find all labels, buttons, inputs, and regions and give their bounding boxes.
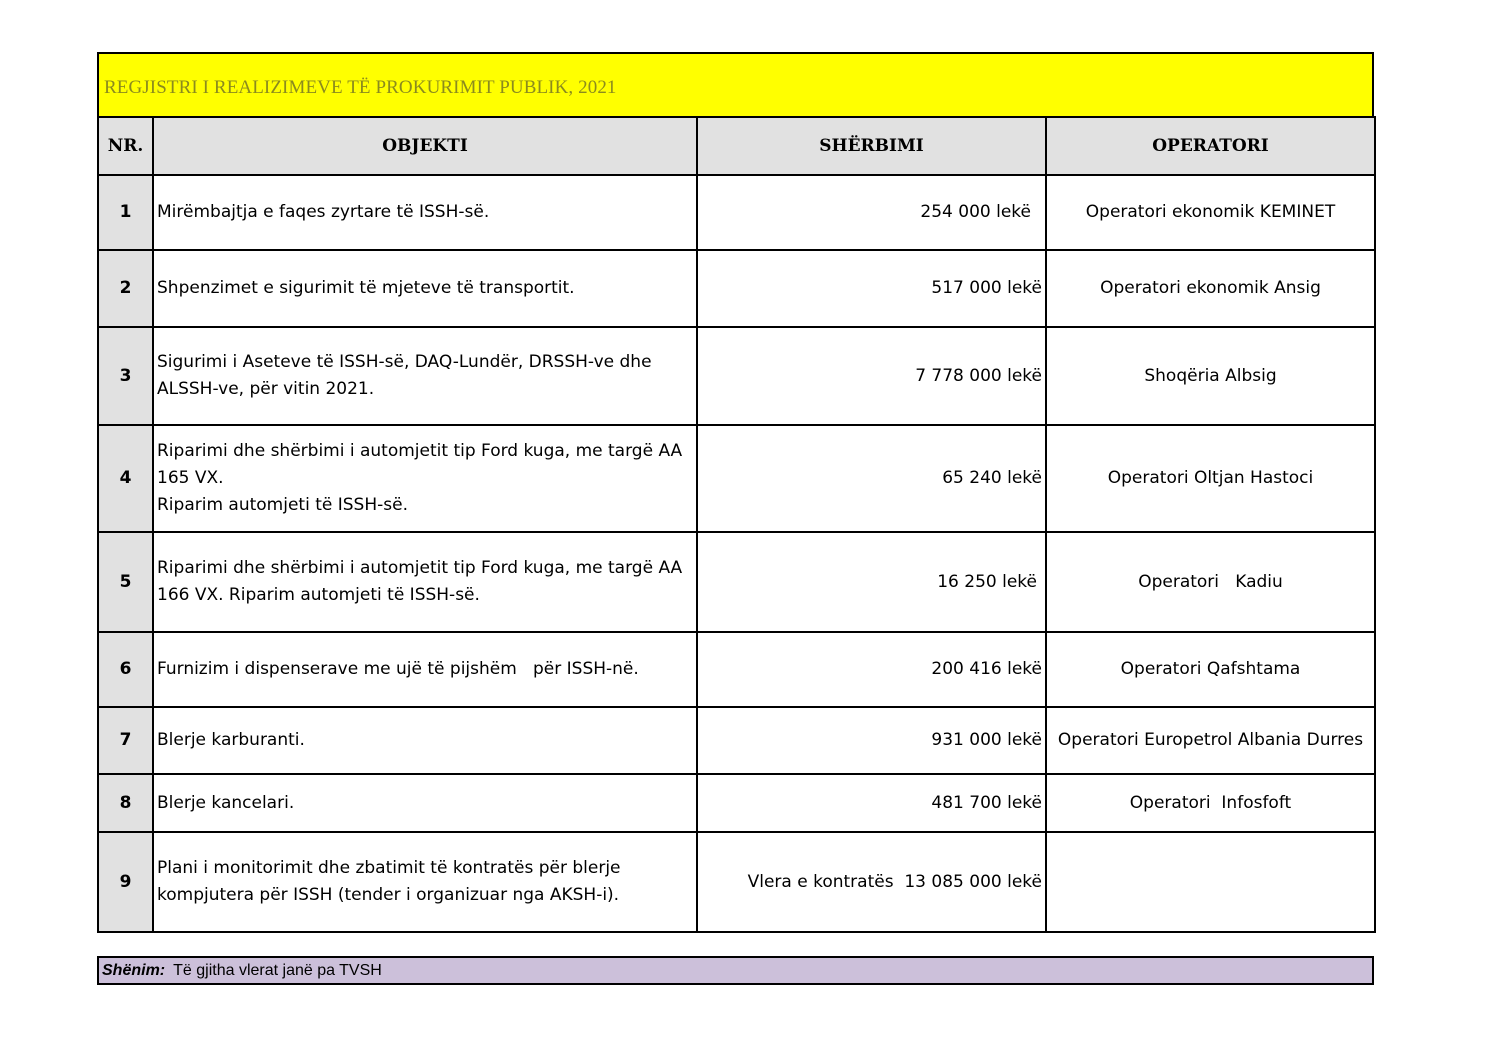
row-number: 5 [98, 532, 153, 632]
row-operatori: Operatori Qafshtama [1046, 632, 1375, 707]
row-objekti: Mirëmbajtja e faqes zyrtare të ISSH-së. [153, 175, 697, 250]
register-title: REGJISTRI I REALIZIMEVE TË PROKURIMIT PUBLIK, 2021 [97, 52, 1374, 116]
row-sherbimi: 200 416 lekë [697, 632, 1046, 707]
table-row [98, 832, 1375, 932]
table-row [98, 532, 1375, 632]
row-sherbimi: 7 778 000 lekë [697, 327, 1046, 425]
row-objekti: Plani i monitorimit dhe zbatimit të kontratës për blerje kompjutera për ISSH (tender i organizuar nga AKSH-i). [153, 832, 697, 932]
register-sheet [97, 52, 1374, 933]
row-objekti: Blerje karburanti. [153, 707, 697, 774]
row-number: 6 [98, 632, 153, 707]
row-number: 2 [98, 250, 153, 327]
header-nr: NR. [98, 117, 153, 175]
header-row [98, 117, 1375, 175]
row-operatori: Operatori Europetrol Albania Durres [1046, 707, 1375, 774]
row-sherbimi: 517 000 lekë [697, 250, 1046, 327]
row-operatori: Operatori ekonomik Ansig [1046, 250, 1375, 327]
row-number: 3 [98, 327, 153, 425]
table-row [98, 425, 1375, 532]
note-label: Shënim: [102, 961, 166, 979]
row-number: 4 [98, 425, 153, 532]
row-sherbimi: 931 000 lekë [697, 707, 1046, 774]
row-number: 9 [98, 832, 153, 932]
row-number: 7 [98, 707, 153, 774]
header-objekti: OBJEKTI [153, 117, 697, 175]
row-objekti: Blerje kancelari. [153, 774, 697, 832]
row-objekti: Sigurimi i Aseteve të ISSH-së, DAQ-Lundër, DRSSH-ve dhe ALSSH-ve, për vitin 2021. [153, 327, 697, 425]
row-sherbimi: 481 700 lekë [697, 774, 1046, 832]
table-row [98, 774, 1375, 832]
header-sherbimi: SHËRBIMI [697, 117, 1046, 175]
register-table [97, 116, 1376, 933]
row-objekti: Riparimi dhe shërbimi i automjetit tip Ford kuga, me targë AA 165 VX. Riparim automjeti të ISSH-së. [153, 425, 697, 532]
table-row [98, 327, 1375, 425]
note-text: Të gjitha vlerat janë pa TVSH [173, 961, 382, 979]
table-row [98, 632, 1375, 707]
row-operatori: Operatori ekonomik KEMINET [1046, 175, 1375, 250]
row-sherbimi: 16 250 lekë [697, 532, 1046, 632]
table-row [98, 175, 1375, 250]
row-sherbimi: 65 240 lekë [697, 425, 1046, 532]
header-operatori: OPERATORI [1046, 117, 1375, 175]
row-number: 8 [98, 774, 153, 832]
row-operatori: Shoqëria Albsig [1046, 327, 1375, 425]
row-operatori [1046, 832, 1375, 932]
row-objekti: Riparimi dhe shërbimi i automjetit tip Ford kuga, me targë AA 166 VX. Riparim automjeti të ISSH-së. [153, 532, 697, 632]
row-sherbimi: Vlera e kontratës 13 085 000 lekë [697, 832, 1046, 932]
table-row [98, 250, 1375, 327]
row-operatori: Operatori Infosfoft [1046, 774, 1375, 832]
table-row [98, 707, 1375, 774]
row-operatori: Operatori Kadiu [1046, 532, 1375, 632]
row-number: 1 [98, 175, 153, 250]
note-bar [97, 956, 1374, 985]
row-objekti: Shpenzimet e sigurimit të mjeteve të transportit. [153, 250, 697, 327]
row-objekti: Furnizim i dispenserave me ujë të pijshëm për ISSH-në. [153, 632, 697, 707]
row-sherbimi: 254 000 lekë [697, 175, 1046, 250]
row-operatori: Operatori Oltjan Hastoci [1046, 425, 1375, 532]
